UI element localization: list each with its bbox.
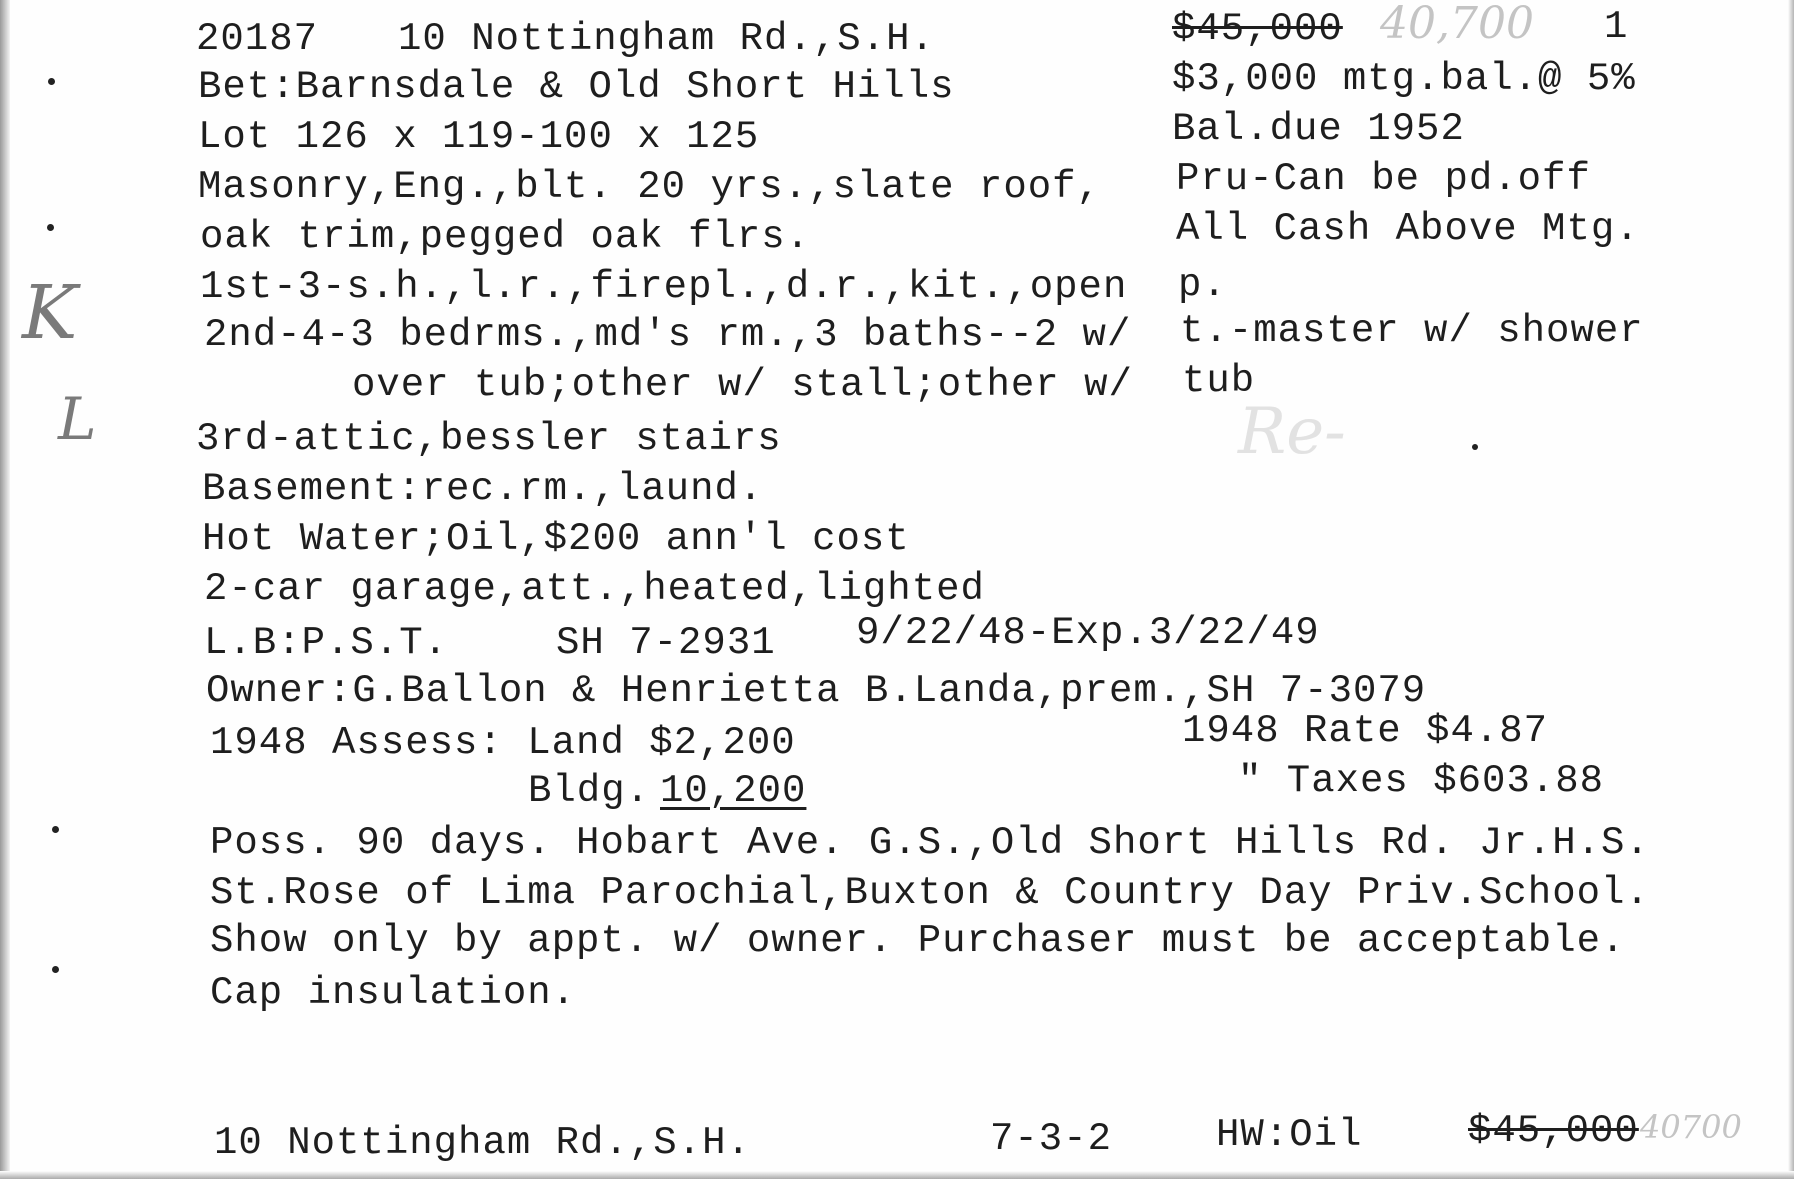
listing-phone: SH 7-2931 <box>556 621 776 665</box>
assessment-bldg-value: 10,200 <box>660 769 807 813</box>
footer-heat: HW:Oil <box>1216 1113 1363 1157</box>
faint-pencil-note: Re- <box>1238 395 1346 469</box>
master-bath-cont: t.-master w/ shower <box>1180 309 1644 353</box>
note-line: Show only by appt. w/ owner. Purchaser must be acceptable. <box>210 919 1626 963</box>
note-line: St.Rose of Lima Parochial,Buxton & Country Day Priv.School. <box>210 871 1650 915</box>
note-line: Cap insulation. <box>210 971 577 1015</box>
listing-dates: 9/22/48-Exp.3/22/49 <box>856 611 1320 655</box>
assessment-bldg-label: Bldg. <box>528 769 651 813</box>
card-right-edge <box>1788 0 1794 1179</box>
margin-dot <box>1472 444 1478 450</box>
construction-line: Masonry,Eng.,blt. 20 yrs.,slate roof, <box>198 165 1101 209</box>
lot-size-line: Lot 126 x 119-100 x 125 <box>198 115 760 159</box>
mortgage-balance-line: $3,000 mtg.bal.@ 5% <box>1172 57 1636 101</box>
tub-cont: tub <box>1182 359 1256 403</box>
footer-price-revised: 40700 <box>1640 1108 1742 1146</box>
header-address: 10 Nottingham Rd.,S.H. <box>398 17 935 61</box>
card-bottom-edge <box>0 1171 1794 1179</box>
margin-dot <box>47 224 54 231</box>
location-line: Bet:Barnsdale & Old Short Hills <box>198 65 955 109</box>
listing-number: 20187 <box>196 17 319 61</box>
second-floor-line: 2nd-4-3 bedrms.,md's rm.,3 baths--2 w/ <box>204 313 1132 357</box>
footer-price: $45,000 <box>1468 1109 1639 1153</box>
header-price: $45,000 <box>1172 7 1343 51</box>
footer-rooms: 7-3-2 <box>990 1117 1113 1161</box>
garage-line: 2-car garage,att.,heated,lighted <box>204 567 985 611</box>
margin-dot <box>48 78 55 85</box>
card-left-edge <box>0 0 10 1179</box>
balance-due-line: Bal.due 1952 <box>1172 107 1465 151</box>
taxes-line: " Taxes $603.88 <box>1238 759 1605 803</box>
footer-address: 10 Nottingham Rd.,S.H. <box>214 1121 751 1165</box>
second-floor-cont-line: over tub;other w/ stall;other w/ <box>352 363 1133 407</box>
tax-rate: 1948 Rate $4.87 <box>1182 709 1549 753</box>
open-porch-cont: p. <box>1178 263 1227 307</box>
owner-line: Owner:G.Ballon & Henrietta B.Landa,prem.,SH 7-3079 <box>206 669 1427 713</box>
first-floor-line: 1st-3-s.h.,l.r.,firepl.,d.r.,kit.,open <box>200 265 1128 309</box>
trim-line: oak trim,pegged oak flrs. <box>200 215 811 259</box>
assessment-land: 1948 Assess: Land $2,200 <box>210 721 796 765</box>
margin-dot <box>52 966 59 973</box>
margin-dot <box>52 826 59 833</box>
cash-terms-line: All Cash Above Mtg. <box>1176 207 1640 251</box>
third-floor-line: 3rd-attic,bessler stairs <box>196 417 782 461</box>
header-price-revised: 40,700 <box>1380 0 1534 49</box>
card-count: 1 <box>1604 5 1629 49</box>
heating-line: Hot Water;Oil,$200 ann'l cost <box>202 517 910 561</box>
note-line: Poss. 90 days. Hobart Ave. G.S.,Old Short Hills Rd. Jr.H.S. <box>210 821 1650 865</box>
basement-line: Basement:rec.rm.,laund. <box>202 467 764 511</box>
payoff-line: Pru-Can be pd.off <box>1176 157 1591 201</box>
listing-broker: L.B:P.S.T. <box>204 621 449 665</box>
margin-handwritten-mark: K <box>22 270 78 356</box>
margin-handwritten-mark: L <box>58 385 97 453</box>
